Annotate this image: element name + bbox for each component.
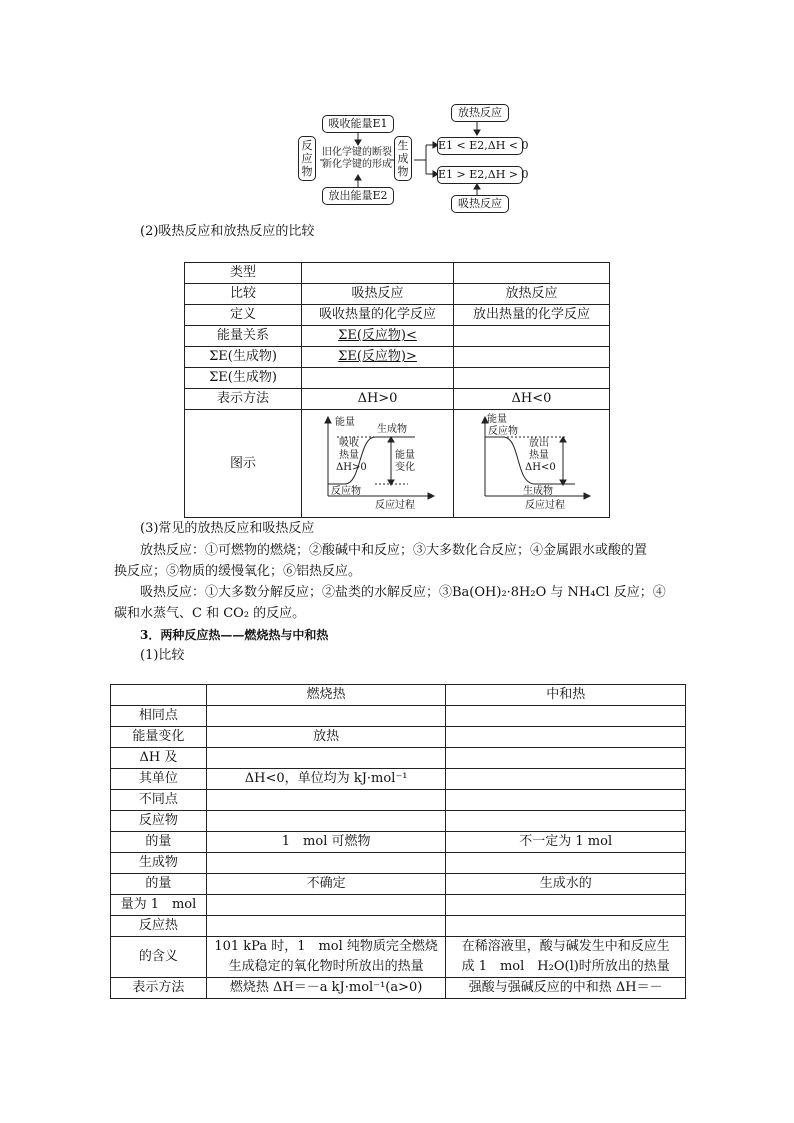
table-cell: 中和热 [446,685,686,706]
table-row [111,853,686,874]
endo-x-axis-label: 反应过程 [374,500,415,510]
subheading-compare: (1)比较 [140,648,185,663]
endo-absorb-label-1: 吸收 [338,438,359,449]
table-cell [206,790,446,811]
table-cell: 比较 [185,284,302,305]
table-row [111,874,686,895]
table-cell: 表示方法 [185,389,302,410]
endo-dh-label: ΔH>0 [335,462,367,473]
table-cell: ΔH<0 [454,389,610,410]
table-cell: 能量关系 [185,326,302,347]
table-cell: ΔH 及 [111,748,207,769]
table-row [185,389,610,410]
table-cell: ΣE(生成物) [185,368,302,389]
exo-dh-label: ΔH<0 [524,462,556,473]
table-cell: 燃烧热 [206,685,446,706]
table-row [111,832,686,853]
table-row [185,347,610,368]
table-cell: 反应物 [111,811,207,832]
table-cell: 表示方法 [111,978,207,999]
table-cell: 不确定 [206,874,446,895]
table-row [185,305,610,326]
table-cell: 图示 [185,410,302,518]
table-cell [206,706,446,727]
table-cell [446,853,686,874]
table-row [111,895,686,916]
endo-absorb-label-2: 热量 [338,450,359,461]
table-cell: 的量 [111,832,207,853]
exothermic-list-line-1: 放热反应：①可燃物的燃烧；②酸碱中和反应；③大多数化合反应；④金属跟水或酸的置 [140,543,648,558]
table-cell: 的含义 [111,937,207,978]
table-cell [206,811,446,832]
exothermic-energy-graph [455,410,609,510]
table-cell [206,916,446,937]
table-cell [302,368,454,389]
table-row [111,978,686,999]
table-row [111,811,686,832]
table-cell: 强酸与强碱反应的中和热 ΔH＝－ [446,978,686,999]
absorb-energy-box: 吸收能量E1 [322,115,394,133]
exo-x-axis-label: 反应过程 [524,500,565,510]
table-cell [111,685,207,706]
table-row [185,368,610,389]
table-cell: 1 mol 可燃物 [206,832,446,853]
section-2-title: (2)吸热反应和放热反应的比较 [140,224,315,239]
table-cell: 在稀溶液里，酸与碱发生中和反应生 成 1 mol H₂O(l)时所放出的热量 [446,937,686,978]
table-cell [206,853,446,874]
table-cell: 放热反应 [454,284,610,305]
table-cell [454,326,610,347]
endo-exo-comparison-table [184,262,610,518]
table-cell: ΔH<0，单位均为 kJ·mol⁻¹ [206,769,446,790]
table-row [111,727,686,748]
table-cell: 101 kPa 时，1 mol 纯物质完全燃烧 生成稳定的氧化物时所放出的热量 [206,937,446,978]
exo-y-axis-label: 能量 [486,414,507,425]
table-row [111,748,686,769]
table-cell [302,263,454,284]
exo-graph-cell [454,410,610,518]
table-cell: 能量变化 [111,727,207,748]
table-cell [446,706,686,727]
table-row [111,769,686,790]
reactant-box: 反应物 [298,136,316,181]
table-cell: 的量 [111,874,207,895]
table-cell [446,769,686,790]
table-cell: ΣE(反应物)> [302,347,454,368]
table-cell: 定义 [185,305,302,326]
table-cell [446,790,686,811]
section-3-title: (3)常见的放热反应和吸热反应 [140,521,315,536]
table-row [185,263,610,284]
endothermic-list-line-1: 吸热反应：①大多数分解反应；②盐类的水解反应；③Ba(OH)₂·8H₂O 与 NH₄Cl 反应；④ [140,585,666,600]
table-cell: 放热 [206,727,446,748]
exothermic-condition-box: E1 < E2,ΔH < 0 [437,137,523,155]
table-cell: ΣE(反应物)< [302,326,454,347]
bond-form-text: 新化学键的形成 [322,159,392,170]
table-row [185,410,610,518]
table-row [111,685,686,706]
table-cell: 量为 1 mol [111,895,207,916]
exothermic-box: 放热反应 [451,104,509,122]
exo-release-label-1: 放出 [528,438,549,449]
endo-graph-cell [302,410,454,518]
table-cell [454,263,610,284]
table-cell: 其单位 [111,769,207,790]
endo-product-label: 生成物 [376,424,407,435]
exothermic-list-line-2: 换反应；⑤物质的缓慢氧化；⑥铝热反应。 [114,564,362,579]
endo-reactant-label: 反应物 [330,486,361,497]
endothermic-list-line-2: 碳和水蒸气、C 和 CO₂ 的反应。 [114,606,306,621]
table-row [111,937,686,978]
table-cell: ΣE(生成物) [185,347,302,368]
heat-comparison-table [110,684,686,999]
table-cell: 相同点 [111,706,207,727]
table-cell: 放出热量的化学反应 [454,305,610,326]
exo-release-label-2: 热量 [528,450,549,461]
table-cell [446,895,686,916]
bond-break-text: 旧化学键的断裂 [322,147,392,158]
table-row [111,790,686,811]
table-cell [446,727,686,748]
table-cell: 生成水的 [446,874,686,895]
exo-reactant-label: 反应物 [487,426,518,437]
endothermic-box: 吸热反应 [451,195,509,213]
endo-energy-change-2: 变化 [394,462,415,473]
table-row [185,284,610,305]
endothermic-condition-box: E1 > E2,ΔH > 0 [437,166,523,184]
table-cell [454,368,610,389]
endothermic-energy-graph [303,410,453,510]
bond-change-label [322,147,392,171]
table-cell [446,811,686,832]
table-cell [446,748,686,769]
table-cell [206,748,446,769]
table-cell: 不同点 [111,790,207,811]
table-cell: 不一定为 1 mol [446,832,686,853]
table-cell: 燃烧热 ΔH＝－a kJ·mol⁻¹(a>0) [206,978,446,999]
table-cell: 吸热反应 [302,284,454,305]
table-cell [446,916,686,937]
endo-y-axis-label: 能量 [334,417,355,428]
table-cell: 吸收热量的化学反应 [302,305,454,326]
table-row [111,916,686,937]
table-cell: 类型 [185,263,302,284]
table-cell: 反应热 [111,916,207,937]
table-cell [206,895,446,916]
table-row [185,326,610,347]
table-cell: 生成物 [111,853,207,874]
table-cell: ΔH>0 [302,389,454,410]
table-row [111,706,686,727]
product-box: 生成物 [394,136,412,181]
exo-product-label: 生成物 [522,486,553,497]
release-energy-box: 放出能量E2 [322,187,394,205]
heading-3: 3．两种反应热——燃烧热与中和热 [140,628,329,642]
endo-energy-change-1: 能量 [394,450,415,461]
table-cell [454,347,610,368]
